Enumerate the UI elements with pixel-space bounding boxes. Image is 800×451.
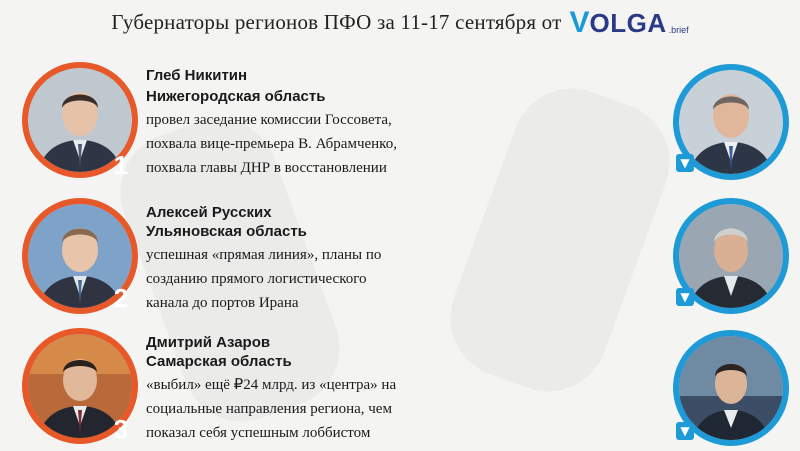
governor-summary-line: успешная «прямая линия», планы по — [146, 247, 382, 263]
page-title: Губернаторы регионов ПФО за 11-17 сентября от — [111, 9, 562, 34]
governor-region: Нижегородская область — [146, 88, 326, 105]
governor-summary-line: социальные направления региона, чем — [146, 401, 392, 417]
governor-summary-line: «выбил» ещё ₽24 млрд. из «центра» на — [146, 377, 397, 393]
governor-summary-line: похвала вице-премьера В. Абрамченко, — [146, 136, 397, 152]
governor-name: Глеб Никитин — [146, 67, 248, 84]
logo-v-mark: V — [569, 6, 590, 39]
rank-number: 3 — [113, 414, 129, 444]
header — [0, 0, 800, 44]
governor-name: Дмитрий Азаров — [146, 334, 271, 351]
governor-region: Ульяновская область — [146, 223, 307, 240]
background-hand-shape — [434, 72, 687, 409]
rank-number: 1 — [113, 150, 129, 180]
logo-subtitle: .brief — [668, 25, 689, 35]
portrait-photo-icon — [679, 70, 783, 174]
governor-summary-line: похвала главы ДНР в восстановлении — [146, 160, 387, 176]
governor-summary-line: канала до портов Ирана — [146, 295, 299, 311]
rank-number: 2 — [113, 283, 129, 313]
governor-region: Самарская область — [146, 353, 292, 370]
portrait-photo-icon — [679, 204, 783, 308]
portrait-photo-icon — [679, 336, 783, 440]
logo-wordmark: OLGA — [589, 8, 667, 38]
governor-summary-line: показал себя успешным лоббистом — [146, 425, 371, 441]
governor-summary-line: провел заседание комиссии Госсовета, — [146, 112, 392, 128]
thumbs-down-icon: ▼ — [676, 288, 694, 306]
volga-brief-logo — [569, 6, 688, 38]
thumbs-down-icon: ▼ — [676, 422, 694, 440]
thumbs-down-icon: ▼ — [676, 154, 694, 172]
governor-name: Алексей Русских — [146, 204, 272, 221]
governor-summary-line: созданию прямого логистического — [146, 271, 367, 287]
